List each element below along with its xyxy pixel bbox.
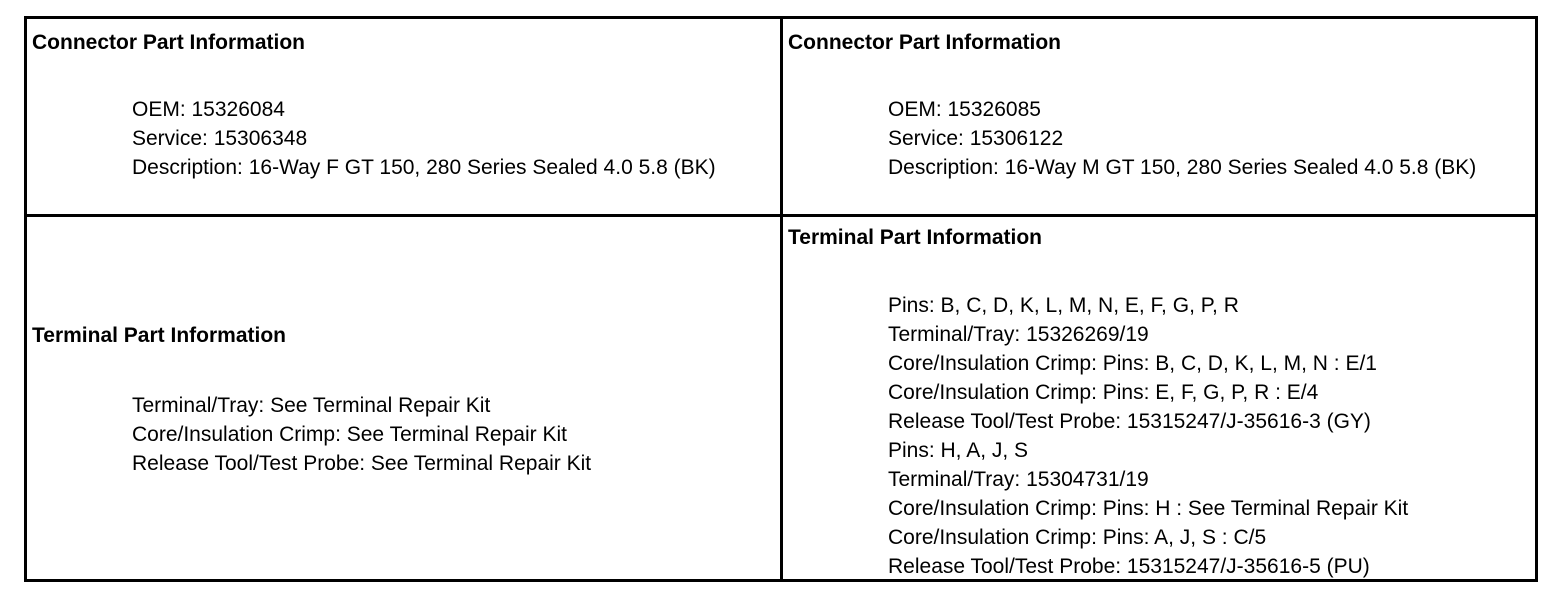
connector-part-info-cell-left (27, 19, 780, 214)
terminal-info-line: Core/Insulation Crimp: Pins: B, C, D, K, L, M, N : E/1 (888, 352, 1377, 375)
connector-part-info-heading: Connector Part Information (788, 31, 1062, 54)
connector-info-table (24, 16, 1538, 582)
connector-part-info-lines (132, 95, 774, 182)
terminal-part-info-heading: Terminal Part Information (32, 324, 286, 347)
terminal-part-info-cell-left (27, 217, 780, 579)
terminal-info-line: Core/Insulation Crimp: Pins: H : See Terminal Repair Kit (888, 497, 1409, 520)
terminal-info-line: Pins: B, C, D, K, L, M, N, E, F, G, P, R (888, 294, 1239, 317)
terminal-part-info-lines (888, 291, 1529, 581)
terminal-part-info-lines (132, 391, 774, 478)
oem-number: OEM: 15326084 (132, 98, 285, 121)
terminal-part-info-heading: Terminal Part Information (788, 226, 1042, 249)
terminal-info-line: Release Tool/Test Probe: See Terminal Repair Kit (132, 452, 592, 475)
terminal-info-line: Terminal/Tray: 15304731/19 (888, 468, 1149, 491)
connector-part-info-lines (888, 95, 1529, 182)
terminal-info-line: Core/Insulation Crimp: Pins: E, F, G, P, R : E/4 (888, 381, 1319, 404)
terminal-info-line: Core/Insulation Crimp: See Terminal Repair Kit (132, 423, 567, 446)
connector-description: Description: 16-Way F GT 150, 280 Series Sealed 4.0 5.8 (BK) (132, 156, 716, 179)
terminal-info-line: Release Tool/Test Probe: 15315247/J-35616-3 (GY) (888, 410, 1371, 433)
terminal-info-line: Terminal/Tray: 15326269/19 (888, 323, 1149, 346)
terminal-info-line: Pins: H, A, J, S (888, 439, 1029, 462)
service-number: Service: 15306348 (132, 127, 308, 150)
connector-part-info-heading: Connector Part Information (32, 31, 306, 54)
connector-description: Description: 16-Way M GT 150, 280 Series Sealed 4.0 5.8 (BK) (888, 156, 1477, 179)
terminal-info-line: Terminal/Tray: See Terminal Repair Kit (132, 394, 491, 417)
connector-part-info-cell-right (783, 19, 1535, 214)
terminal-info-line: Release Tool/Test Probe: 15315247/J-35616-5 (PU) (888, 555, 1370, 578)
oem-number: OEM: 15326085 (888, 98, 1041, 121)
service-number: Service: 15306122 (888, 127, 1064, 150)
terminal-part-info-cell-right (783, 217, 1535, 579)
terminal-info-line: Core/Insulation Crimp: Pins: A, J, S : C/5 (888, 526, 1267, 549)
